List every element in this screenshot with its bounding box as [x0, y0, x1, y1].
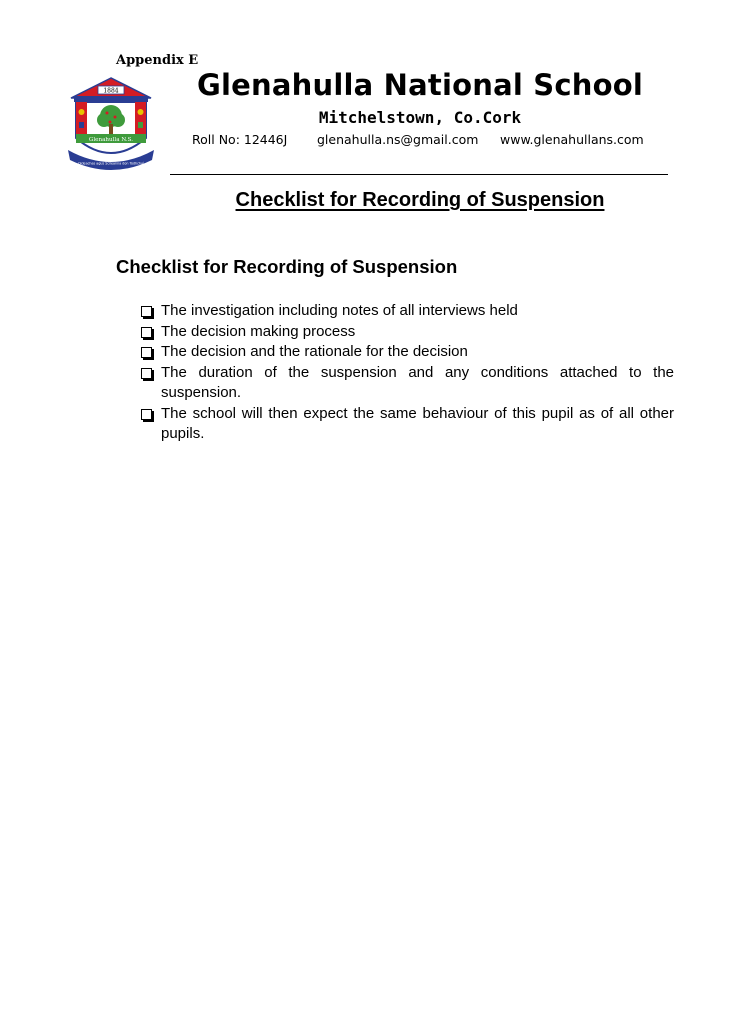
- checklist-item-text: The decision and the rationale for the decision: [161, 343, 468, 360]
- checklist-item: [141, 322, 674, 343]
- crest-motto: Oideachas agus Scileanna don Todhchaí: [77, 161, 145, 166]
- checklist-item-text: The investigation including notes of all interviews held: [161, 302, 518, 319]
- checklist-item: [141, 301, 674, 322]
- checkbox-icon: [141, 306, 152, 317]
- section-heading: Checklist for Recording of Suspension: [116, 256, 458, 277]
- email-address: glenahulla.ns@gmail.com: [317, 132, 479, 147]
- checkbox-icon: [141, 327, 152, 338]
- checklist-item: [141, 342, 674, 363]
- document-title: Checklist for Recording of Suspension: [235, 189, 605, 211]
- checklist-item-text: The school will then expect the same behaviour of this pupil as of all other pupils.: [161, 404, 674, 442]
- roll-number: Roll No: 12446J: [192, 132, 288, 147]
- suspension-checklist: [141, 301, 674, 445]
- checkbox-icon: [141, 347, 152, 358]
- checklist-item: [141, 363, 674, 404]
- contact-line: [192, 132, 644, 147]
- school-crest-logo: [66, 76, 156, 176]
- crest-banner-text: Glenahulla N.S.: [88, 137, 134, 143]
- checkbox-icon: [141, 368, 152, 379]
- checkbox-icon: [141, 409, 152, 420]
- checklist-item-text: The duration of the suspension and any conditions attached to the suspension.: [161, 363, 674, 401]
- checklist-item: [141, 404, 674, 445]
- appendix-label: Appendix E: [116, 53, 199, 68]
- school-location: Mitchelstown, Co.Cork: [318, 108, 522, 127]
- header-divider: [170, 174, 668, 175]
- crest-year: 1884: [103, 87, 119, 95]
- checklist-item-text: The decision making process: [161, 322, 356, 340]
- school-name: Glenahulla National School: [197, 68, 643, 102]
- website-address: www.glenahullans.com: [500, 132, 644, 147]
